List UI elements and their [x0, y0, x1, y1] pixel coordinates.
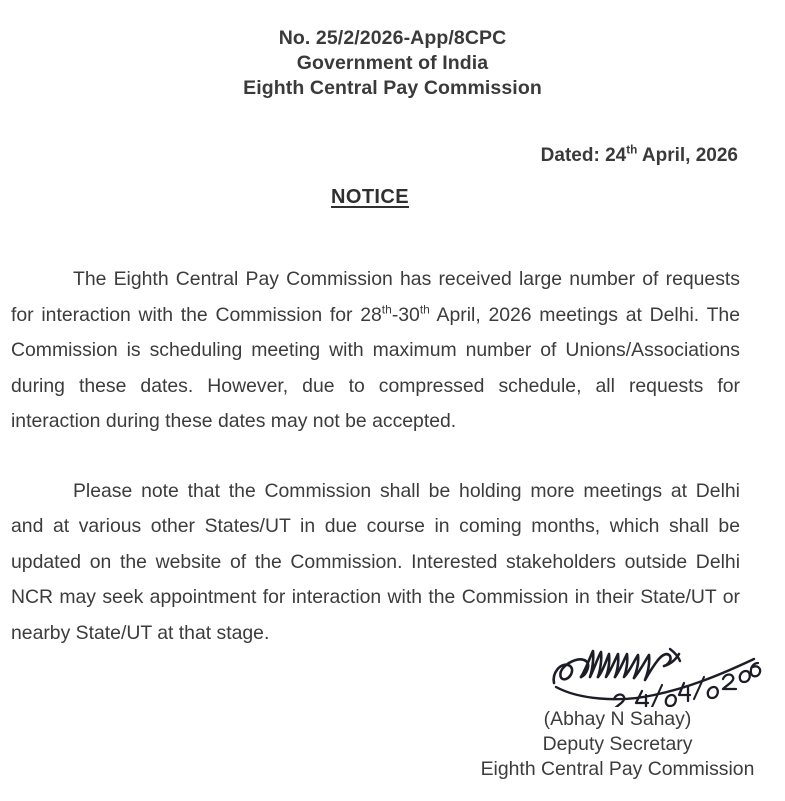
notice-title: NOTICE	[331, 186, 409, 208]
paragraph-1-part-1: The Eighth Central Pay Commission has received large number of requests for interaction with the Commission for 28	[11, 268, 740, 326]
signatory-block	[430, 707, 785, 782]
letterhead-commission: Eighth Central Pay Commission	[243, 77, 542, 99]
dated-month-year: April, 2026	[637, 145, 738, 166]
dated-label: Dated: 24	[540, 145, 627, 166]
handwritten-signature-group	[430, 645, 785, 707]
letterhead	[0, 26, 785, 101]
body-paragraph-1	[11, 262, 740, 440]
notice-heading	[0, 186, 740, 209]
signature-icon	[548, 643, 763, 707]
letterhead-government: Government of India	[296, 52, 489, 74]
paragraph-1-part-3: April, 2026 meetings at Delhi. The Commission is scheduling meeting with maximum number of Unions/Associations during these dates. However, due to compressed schedule, all requests for interaction during these dates may not be accepted.	[11, 303, 740, 432]
notice-body	[11, 262, 740, 651]
body-paragraph-2: Please note that the Commission shall be holding more meetings at Delhi and at various other States/UT in due course in coming months, which shall be updated on the website of the Commission. Interested stakeholders outside Delhi NCR may seek appointment for interaction with the Commission in their State/UT or nearby State/UT at that stage.	[11, 479, 740, 644]
dated-ordinal-suffix: th	[626, 143, 638, 157]
paragraph-1-part-2: -30	[391, 303, 420, 326]
signatory-designation: Deputy Secretary	[542, 733, 693, 755]
dated-line	[541, 145, 738, 167]
signatory-organisation: Eighth Central Pay Commission	[480, 758, 755, 780]
paragraph-1-ordinal-28th: th	[381, 302, 392, 317]
dated-text	[541, 145, 738, 166]
signatory-name: (Abhay N Sahay)	[543, 708, 692, 730]
letterhead-file-number: No. 25/2/2026-App/8CPC	[278, 27, 507, 49]
signature-area	[430, 645, 785, 782]
paragraph-1-ordinal-30th: th	[419, 302, 430, 317]
